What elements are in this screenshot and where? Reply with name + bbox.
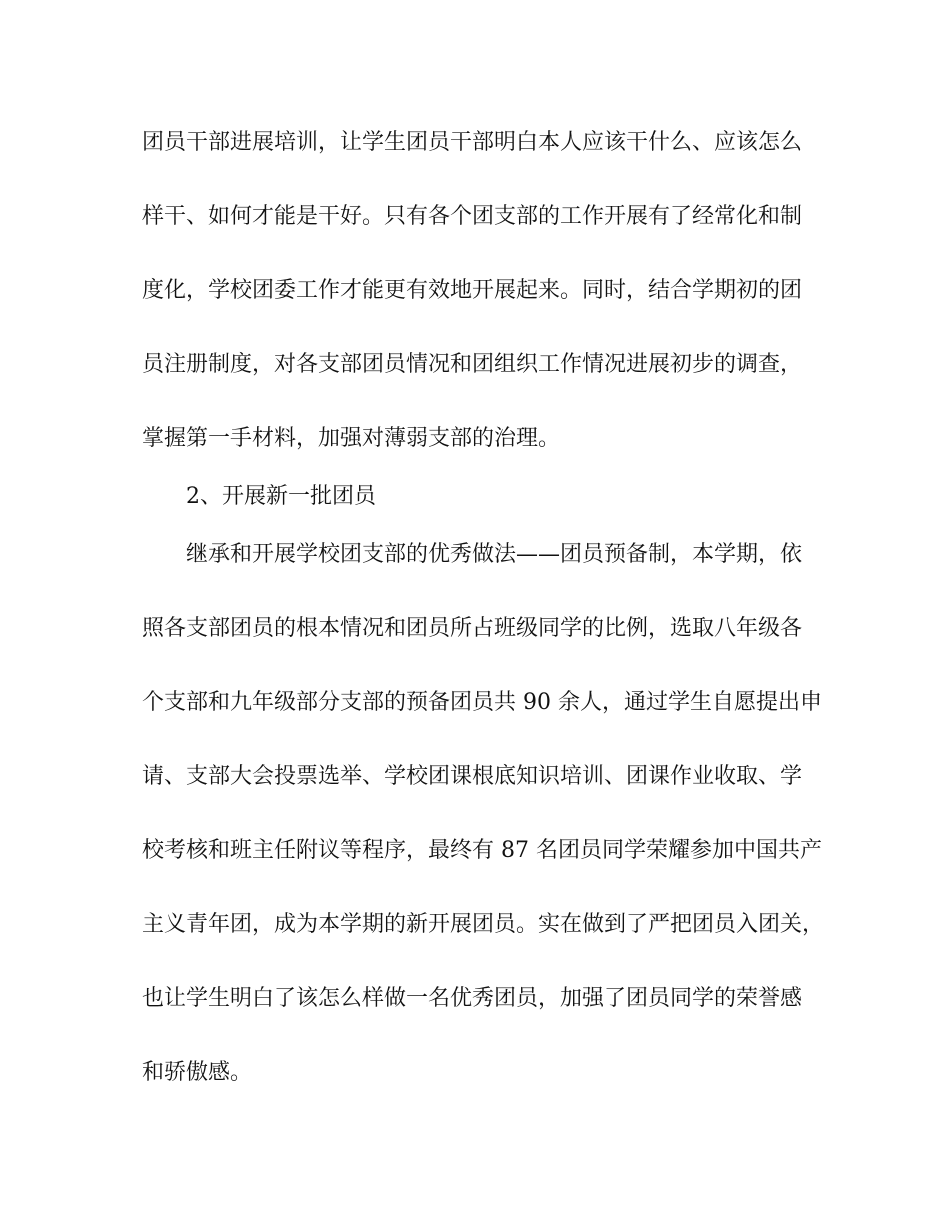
paragraph-2-line-5: 校考核和班主任附议等程序，最终有 87 名团员同学荣耀参加中国共产: [142, 838, 822, 863]
paragraph-2-line-7: 也让学生明白了该怎么样做一名优秀团员，加强了团员同学的荣誉感: [142, 986, 803, 1011]
paragraph-1-line-5: 掌握第一手材料，加强对薄弱支部的治理。: [142, 426, 561, 451]
paragraph-2-line-1: 继承和开展学校团支部的优秀做法——团员预备制，本学期，依: [186, 542, 803, 567]
document-body: [142, 0, 825, 1230]
paragraph-2-line-6: 主义青年团，成为本学期的新开展团员。实在做到了严把团员入团关，: [142, 912, 825, 937]
paragraph-1-line-3: 度化，学校团委工作才能更有效地开展起来。同时，结合学期初的团: [142, 278, 803, 303]
paragraph-2-line-8: 和骄傲感。: [142, 1060, 253, 1085]
paragraph-2-line-3: 个支部和九年级部分支部的预备团员共 90 余人，通过学生自愿提出申: [142, 690, 822, 715]
section-heading: 2、开展新一批团员: [186, 484, 376, 509]
paragraph-1-line-2: 样干、如何才能是干好。只有各个团支部的工作开展有了经常化和制: [142, 204, 803, 229]
paragraph-1-line-1: 团员干部进展培训，让学生团员干部明白本人应该干什么、应该怎么: [142, 130, 803, 155]
paragraph-2-line-4: 请、支部大会投票选举、学校团课根底知识培训、团课作业收取、学: [142, 764, 803, 789]
paragraph-2-line-2: 照各支部团员的根本情况和团员所占班级同学的比例，选取八年级各: [142, 616, 803, 641]
paragraph-1-line-4: 员注册制度，对各支部团员情况和团组织工作情况进展初步的调查，: [142, 352, 803, 377]
